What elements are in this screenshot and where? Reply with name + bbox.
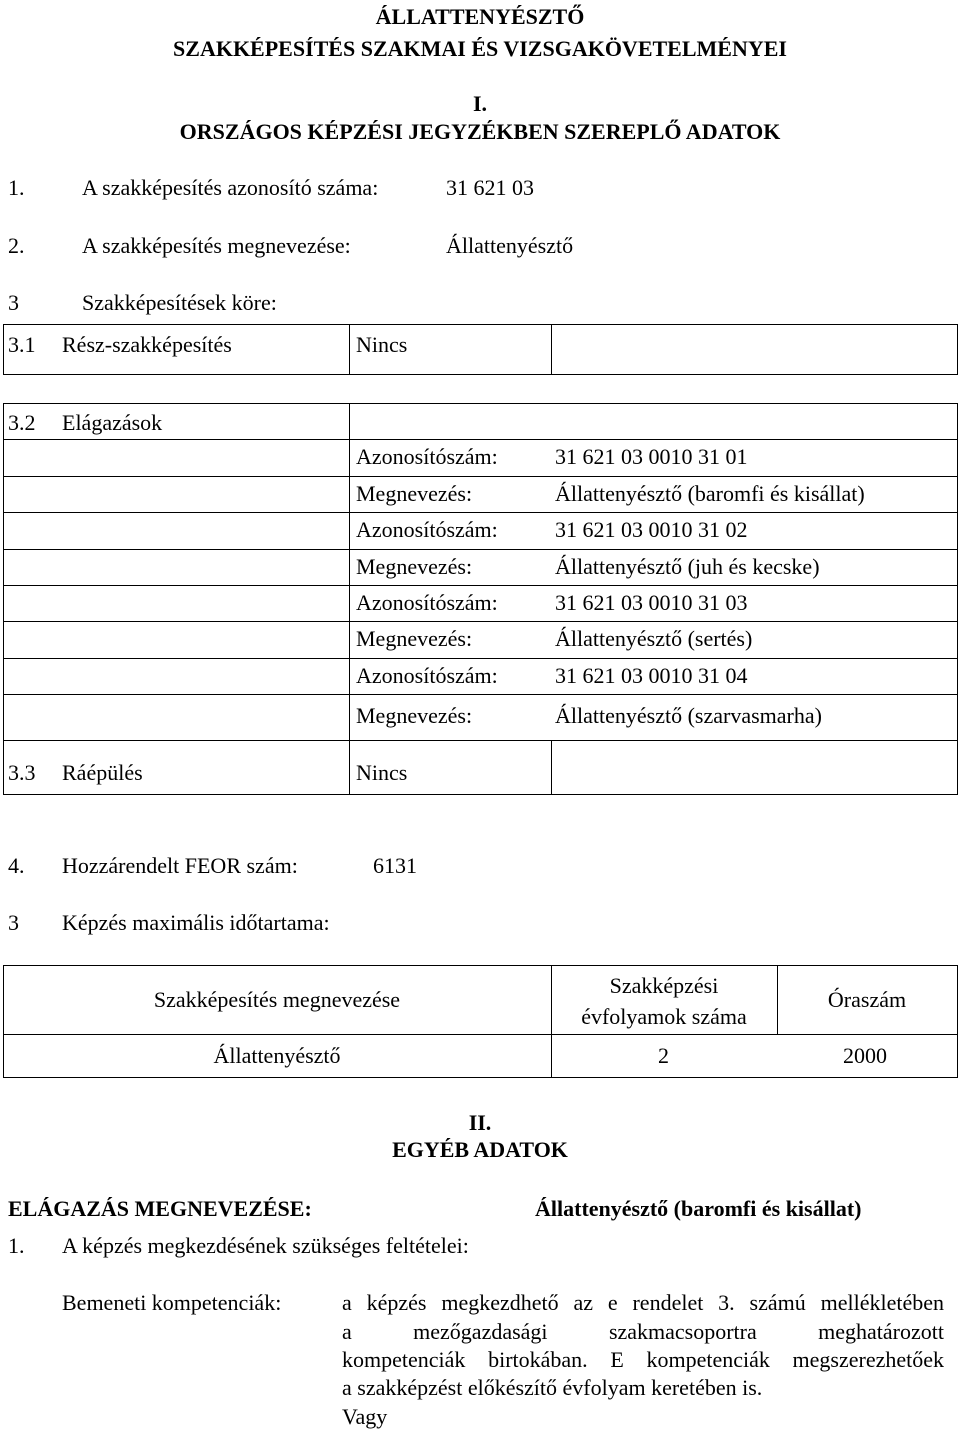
item-number: 3.1 <box>8 332 36 357</box>
branch-heading-label: ELÁGAZÁS MEGNEVEZÉSE: <box>8 1196 312 1221</box>
item-value: Nincs <box>356 760 408 785</box>
input-competencies-line: kompetenciák birtokában. E kompetenciák megszerezhetőek <box>342 1347 944 1372</box>
table-header: Óraszám <box>827 987 907 1012</box>
feor-value: 6131 <box>373 853 417 878</box>
branch-id-label: Azonosítószám: <box>356 517 498 542</box>
item-number: 4. <box>8 853 25 878</box>
section-title: ORSZÁGOS KÉPZÉSI JEGYZÉKBEN SZEREPLŐ ADATOK <box>179 119 781 144</box>
qualification-name: Állattenyésztő <box>446 233 574 258</box>
branch-name-label: Megnevezés: <box>356 554 473 579</box>
item-number: 3.2 <box>8 410 36 435</box>
branch-name-label: Megnevezés: <box>356 626 473 651</box>
branch-id: 31 621 03 0010 31 01 <box>555 444 748 469</box>
branch-name: Állattenyésztő (baromfi és kisállat) <box>555 481 865 506</box>
branch-id-label: Azonosítószám: <box>356 444 498 469</box>
branch-name: Állattenyésztő (sertés) <box>555 626 753 651</box>
feor-label: Hozzárendelt FEOR szám: <box>62 853 298 878</box>
input-competencies-line: a képzés megkezdhető az e rendelet 3. számú mellékletében <box>342 1290 944 1315</box>
table-cell: 2000 <box>843 1043 887 1068</box>
item-number: 1. <box>8 1233 25 1258</box>
item-number: 3 <box>8 290 19 315</box>
input-competencies-label: Bemeneti kompetenciák: <box>62 1290 282 1315</box>
table-cell: 2 <box>658 1043 669 1068</box>
item-label: Elágazások <box>62 410 163 435</box>
item-label: Ráépülés <box>62 760 143 785</box>
branch-name-label: Megnevezés: <box>356 481 473 506</box>
item-label: Rész-szakképesítés <box>62 332 232 357</box>
input-competencies-line: Vagy <box>342 1404 388 1429</box>
qualification-id: 31 621 03 <box>446 175 534 200</box>
item-label: A szakképesítés megnevezése: <box>82 233 351 258</box>
item-label: A szakképesítés azonosító száma: <box>82 175 379 200</box>
item-number: 3 <box>8 910 19 935</box>
branch-id-label: Azonosítószám: <box>356 590 498 615</box>
section-title: EGYÉB ADATOK <box>392 1137 568 1162</box>
branch-name: Állattenyésztő (juh és kecske) <box>555 554 820 579</box>
table-cell: Állattenyésztő <box>213 1043 341 1068</box>
table-header: évfolyamok száma <box>581 1004 747 1029</box>
branch-name-label: Megnevezés: <box>356 703 473 728</box>
item-number: 3.3 <box>8 760 36 785</box>
item-number: 2. <box>8 233 25 258</box>
branch-id-label: Azonosítószám: <box>356 663 498 688</box>
branch-id: 31 621 03 0010 31 02 <box>555 517 748 542</box>
section-number: I. <box>472 91 488 116</box>
item-value: Nincs <box>356 332 408 357</box>
document-subtitle: SZAKKÉPESÍTÉS SZAKMAI ÉS VIZSGAKÖVETELMÉNYEI <box>173 36 787 61</box>
input-competencies-line: a mezőgazdasági szakmacsoportra meghatározott <box>342 1319 944 1344</box>
item-number: 1. <box>8 175 25 200</box>
table-header: Szakképzési <box>609 973 719 998</box>
branch-id: 31 621 03 0010 31 04 <box>555 663 748 688</box>
duration-label: Képzés maximális időtartama: <box>62 910 330 935</box>
document-title: ÁLLATTENYÉSZTŐ <box>375 4 585 29</box>
table-header: Szakképesítés megnevezése <box>153 987 401 1012</box>
prereq-label: A képzés megkezdésének szükséges feltételei: <box>62 1233 469 1258</box>
input-competencies-line: a szakképzést előkészítő évfolyam keretében is. <box>342 1375 763 1400</box>
branch-name: Állattenyésztő (szarvasmarha) <box>555 703 822 728</box>
item-label: Szakképesítések köre: <box>82 290 277 315</box>
branch-id: 31 621 03 0010 31 03 <box>555 590 748 615</box>
section-number: II. <box>468 1110 492 1135</box>
branch-heading-value: Állattenyésztő (baromfi és kisállat) <box>535 1196 862 1221</box>
